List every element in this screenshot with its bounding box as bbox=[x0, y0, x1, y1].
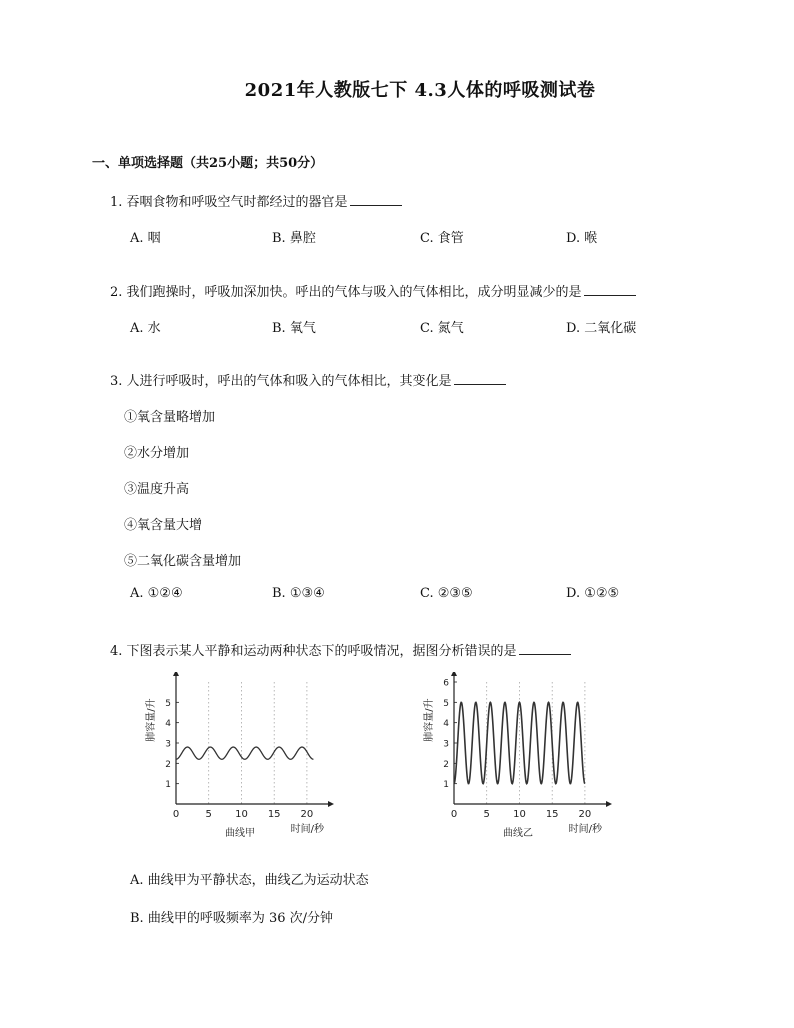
y-tick-label: 3 bbox=[165, 739, 171, 750]
y-axis-label: 肺容量/升 bbox=[424, 698, 435, 742]
question-3-item-1: ①氧含量略增加 bbox=[124, 410, 216, 425]
question-2-option-b: B. 氧气 bbox=[272, 321, 316, 336]
question-3-option-a: A. ①②④ bbox=[130, 586, 183, 601]
question-2-option-c: C. 氮气 bbox=[420, 321, 464, 336]
x-axis-label: 时间/秒 bbox=[568, 824, 602, 835]
section-heading: 一、单项选择题（共25小题；共50分） bbox=[92, 156, 324, 171]
y-tick-label: 5 bbox=[165, 698, 171, 709]
chart-title: 曲线乙 bbox=[503, 828, 533, 839]
y-tick-label: 5 bbox=[443, 698, 449, 709]
x-tick-label: 10 bbox=[235, 809, 248, 820]
question-3-item-3: ③温度升高 bbox=[124, 482, 190, 497]
breathing-curve bbox=[176, 747, 313, 759]
y-tick-label: 2 bbox=[165, 759, 171, 770]
x-tick-label: 5 bbox=[205, 809, 212, 820]
question-2-option-a: A. 水 bbox=[130, 321, 161, 336]
question-3-item-4: ④氧含量大增 bbox=[124, 518, 203, 533]
answer-blank bbox=[454, 372, 506, 385]
y-tick-label: 4 bbox=[165, 719, 171, 730]
question-4-option-b: B. 曲线甲的呼吸频率为 36 次/分钟 bbox=[130, 911, 334, 926]
question-3-item-5: ⑤二氧化碳含量增加 bbox=[124, 554, 242, 569]
question-2-option-d: D. 二氧化碳 bbox=[566, 321, 637, 336]
chart-curve-jia bbox=[140, 672, 340, 842]
question-1-option-b: B. 鼻腔 bbox=[272, 231, 316, 246]
question-1-option-a: A. 咽 bbox=[130, 231, 161, 246]
question-1-option-c: C. 食管 bbox=[420, 231, 464, 246]
question-1-stem: 1. 吞咽食物和呼吸空气时都经过的器官是 bbox=[110, 191, 402, 210]
x-tick-label: 20 bbox=[300, 809, 314, 820]
x-tick-label: 20 bbox=[578, 809, 592, 820]
question-3-option-c: C. ②③⑤ bbox=[420, 586, 473, 601]
y-axis-arrow bbox=[451, 672, 457, 676]
y-axis-label: 肺容量/升 bbox=[146, 698, 157, 742]
chart-curve-yi bbox=[418, 672, 618, 842]
x-tick-label: 10 bbox=[513, 809, 526, 820]
y-tick-label: 1 bbox=[443, 780, 449, 791]
x-axis-label: 时间/秒 bbox=[290, 824, 324, 835]
y-tick-label: 4 bbox=[443, 719, 449, 730]
answer-blank bbox=[350, 193, 402, 206]
question-3-option-b: B. ①③④ bbox=[272, 586, 325, 601]
x-tick-label: 15 bbox=[545, 809, 559, 820]
question-3-option-d: D. ①②⑤ bbox=[566, 586, 620, 601]
question-3-item-2: ②水分增加 bbox=[124, 446, 190, 461]
question-1-option-d: D. 喉 bbox=[566, 231, 598, 246]
x-axis-arrow bbox=[606, 801, 612, 807]
x-axis-arrow bbox=[328, 801, 334, 807]
question-2-stem: 2. 我们跑操时，呼吸加深加快。呼出的气体与吸入的气体相比，成分明显减少的是 bbox=[110, 281, 636, 300]
question-4-stem: 4. 下图表示某人平静和运动两种状态下的呼吸情况，据图分析错误的是 bbox=[110, 640, 571, 659]
x-tick-label: 5 bbox=[483, 809, 490, 820]
x-tick-label: 15 bbox=[267, 809, 281, 820]
y-tick-label: 1 bbox=[165, 780, 171, 791]
question-4-option-a: A. 曲线甲为平静状态，曲线乙为运动状态 bbox=[130, 873, 369, 888]
x-tick-label: 0 bbox=[172, 809, 180, 820]
question-3-stem: 3. 人进行呼吸时，呼出的气体和吸入的气体相比，其变化是 bbox=[110, 370, 506, 389]
chart-title: 曲线甲 bbox=[225, 828, 255, 839]
page-title: 2021年人教版七下 4.3人体的呼吸测试卷 bbox=[244, 80, 596, 101]
answer-blank bbox=[519, 642, 571, 655]
y-tick-label: 3 bbox=[443, 739, 449, 750]
x-tick-label: 0 bbox=[450, 809, 458, 820]
answer-blank bbox=[584, 283, 636, 296]
y-axis-arrow bbox=[173, 672, 179, 676]
y-tick-label: 6 bbox=[443, 678, 449, 689]
y-tick-label: 2 bbox=[443, 759, 449, 770]
